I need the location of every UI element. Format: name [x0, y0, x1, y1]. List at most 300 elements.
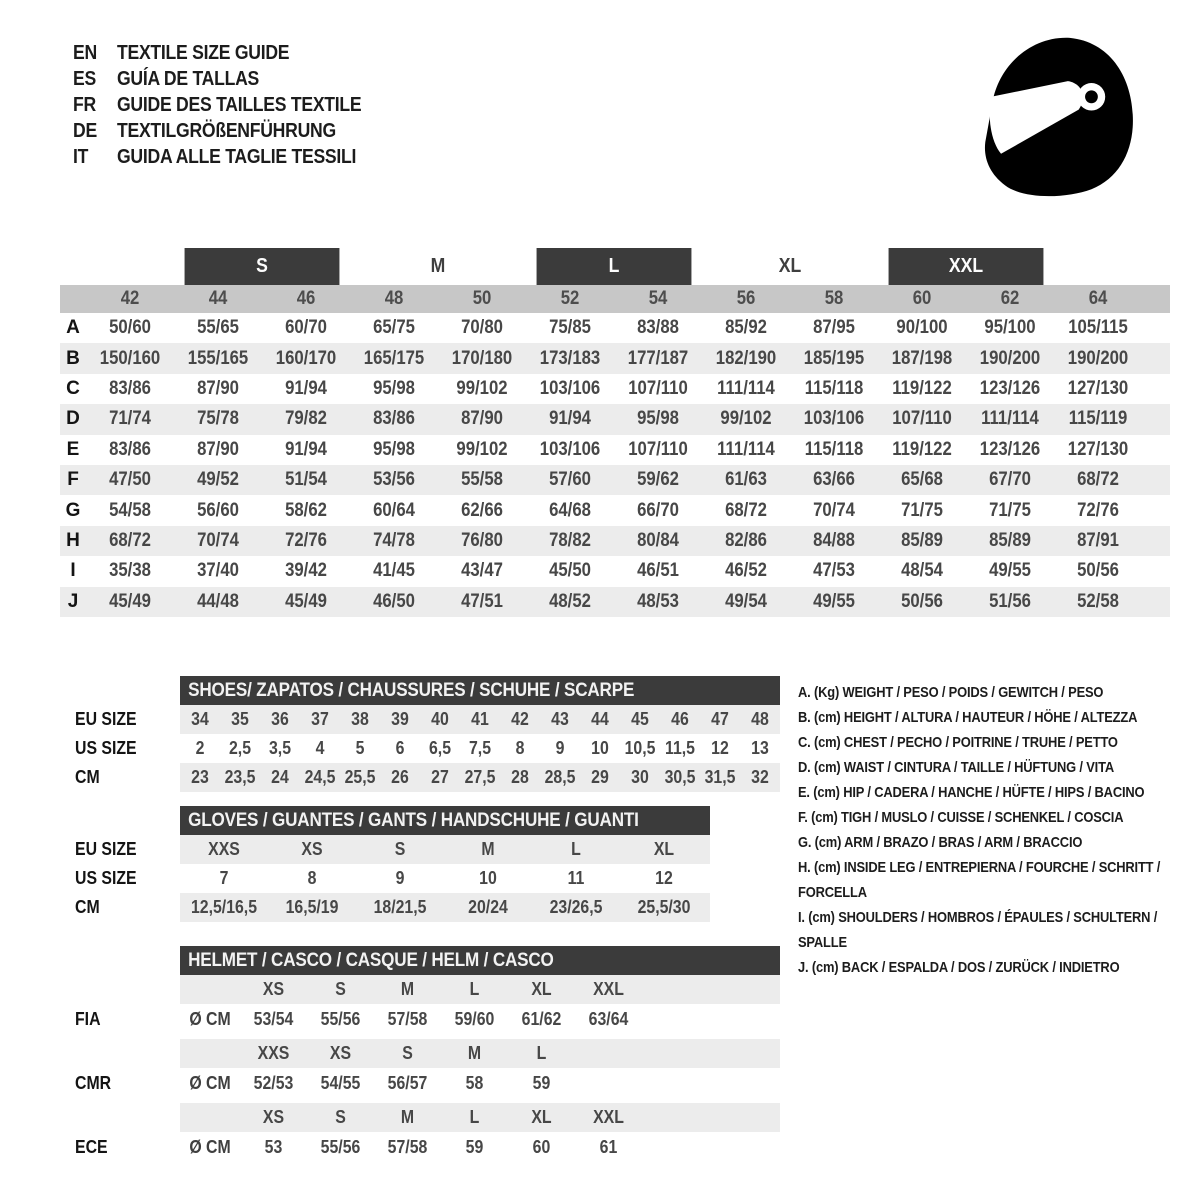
language-title — [117, 68, 278, 91]
gloves-size-cell: XL — [653, 839, 675, 859]
measurement-row-label: C — [66, 377, 80, 399]
measurement-cell: 170/180 — [451, 347, 513, 369]
gloves-row — [60, 835, 710, 864]
helmet-title-bar — [180, 946, 780, 975]
measurement-cell: 91/94 — [285, 377, 327, 399]
numeric-size: 42 — [120, 288, 140, 309]
measurement-cell: 46/51 — [637, 560, 679, 582]
helmet-measure-cell: 61 — [599, 1136, 618, 1157]
measurement-cell: 87/90 — [461, 408, 503, 430]
legend-item: E. (cm) HIP / CADERA / HANCHE / HÜFTE / HIPS / BACINO — [798, 784, 1145, 801]
measurement-cell: 115/118 — [804, 377, 864, 399]
language-line — [73, 40, 395, 66]
helmet-standard-label-text: FIA — [75, 1008, 101, 1029]
shoes-row — [60, 734, 780, 763]
gloves-size-cell: 20/24 — [468, 897, 508, 917]
helmet-standard-section — [60, 975, 780, 1034]
language-code — [73, 120, 117, 143]
measurement-cell: 87/90 — [197, 438, 239, 460]
shoes-size-cell: 23,5 — [224, 767, 256, 787]
measurement-cell: 83/86 — [373, 408, 415, 430]
helmet-measure-cell: 54/55 — [320, 1072, 361, 1093]
shoes-size-cell: 30,5 — [664, 767, 696, 787]
measurement-cell: 57/60 — [549, 469, 591, 491]
measurement-cell: 85/89 — [901, 529, 943, 551]
measurement-cell: 185/195 — [803, 347, 865, 369]
measurement-row-label: J — [67, 590, 79, 612]
gloves-size-cell: 11 — [567, 868, 585, 888]
measurement-cell: 155/165 — [187, 347, 249, 369]
shoes-size-cell: 25,5 — [344, 767, 376, 787]
measurement-cell: 37/40 — [197, 560, 239, 582]
measurement-cell: 103/106 — [803, 408, 865, 430]
helmet-size-cell: L — [469, 979, 480, 999]
legend-item: D. (cm) WAIST / CINTURA / TAILLE / HÜFTUNG / VITA — [798, 759, 1114, 776]
measurement-cell: 111/114 — [981, 408, 1039, 430]
measurement-cell: 87/95 — [813, 317, 855, 339]
gloves-row-label — [60, 835, 180, 864]
measurement-cell: 85/92 — [725, 317, 767, 339]
measurement-cell: 47/53 — [813, 560, 855, 582]
legend-item: G. (cm) ARM / BRAZO / BRAS / ARM / BRACCIO — [798, 834, 1083, 851]
shoes-row-label — [60, 763, 180, 792]
language-title-text: GUIDE DES TAILLES TEXTILE — [117, 93, 362, 116]
measurement-cell: 107/110 — [628, 438, 688, 460]
measurement-cell: 150/160 — [99, 347, 161, 369]
measurement-row — [60, 587, 1170, 617]
language-line — [73, 92, 395, 118]
measurement-cell: 53/56 — [373, 469, 415, 491]
helmet-measure-cell: 60 — [532, 1136, 551, 1157]
measurement-cell: 50/56 — [1077, 560, 1119, 582]
language-title — [117, 146, 389, 169]
measurement-row — [60, 343, 1170, 373]
language-code-text: EN — [73, 41, 97, 64]
measurement-cell: 123/126 — [979, 438, 1041, 460]
measurement-cell: 71/74 — [109, 408, 151, 430]
gloves-row-label-text: CM — [75, 897, 100, 917]
helmet-size-cell: L — [536, 1043, 547, 1063]
measurement-cell: 87/91 — [1077, 529, 1119, 551]
helmet-measure-cell: 57/58 — [387, 1008, 428, 1029]
gloves-size-cell: 23/26,5 — [549, 897, 603, 917]
measurement-row — [60, 435, 1170, 465]
measurement-row-label: F — [67, 469, 79, 491]
numeric-size: 44 — [208, 288, 228, 309]
numeric-size: 54 — [648, 288, 668, 309]
racing-helmet-icon — [970, 28, 1150, 200]
measurement-cell: 62/66 — [461, 499, 503, 521]
measurement-cell: 65/75 — [373, 317, 415, 339]
numeric-size-row — [60, 285, 1170, 313]
numeric-size: 62 — [1000, 288, 1020, 309]
gloves-size-cell: 12,5/16,5 — [190, 897, 258, 917]
gloves-rows — [60, 835, 710, 922]
measurement-cell: 47/50 — [109, 469, 151, 491]
helmet-measure-cell: 63/64 — [588, 1008, 629, 1029]
language-code-text: FR — [73, 93, 96, 116]
measurement-row — [60, 404, 1170, 434]
measurement-cell: 68/72 — [1077, 469, 1119, 491]
gloves-row-label — [60, 864, 180, 893]
gloves-size-cell: M — [481, 839, 495, 859]
helmet-standard-section — [60, 1103, 780, 1162]
measurement-cell: 87/90 — [197, 377, 239, 399]
helmet-size-cell: M — [400, 1107, 415, 1127]
helmet-size-cell: XXL — [593, 1107, 624, 1127]
measurement-cell: 160/170 — [275, 347, 337, 369]
gloves-row-label-text: US SIZE — [75, 868, 137, 888]
measurement-cell: 187/198 — [891, 347, 953, 369]
measurement-cell: 65/68 — [901, 469, 943, 491]
numeric-size: 56 — [736, 288, 756, 309]
shoes-size-cell: 47 — [711, 709, 729, 729]
measurement-cell: 85/89 — [989, 529, 1031, 551]
size-group-label: XL — [778, 255, 802, 277]
measurement-cell: 72/76 — [1077, 499, 1119, 521]
measurement-cell: 59/62 — [637, 469, 679, 491]
measurement-cell: 68/72 — [109, 529, 151, 551]
measurement-cell: 63/66 — [813, 469, 855, 491]
shoes-size-cell: 7,5 — [468, 738, 492, 758]
legend-item: J. (cm) BACK / ESPALDA / DOS / ZURÜCK / INDIETRO — [798, 959, 1120, 976]
language-title — [117, 94, 395, 117]
measurement-row-label: H — [66, 529, 80, 551]
legend-item: I. (cm) SHOULDERS / HOMBROS / ÉPAULES / SCHULTERN / SPALLE — [798, 909, 1158, 951]
measurement-cell: 46/50 — [373, 590, 415, 612]
measurement-cell: 49/54 — [725, 590, 767, 612]
shoes-row-label-text: EU SIZE — [75, 709, 137, 729]
gloves-row-label — [60, 893, 180, 922]
helmet-values-row — [60, 1132, 780, 1162]
shoes-size-cell: 5 — [355, 738, 365, 758]
measurement-cell: 115/119 — [1068, 408, 1128, 430]
shoes-title: SHOES/ ZAPATOS / CHAUSSURES / SCHUHE / SCARPE — [188, 679, 635, 701]
helmet-measure-cell: 55/56 — [320, 1008, 361, 1029]
language-line — [73, 66, 395, 92]
helmet-standard-label-text: CMR — [75, 1072, 112, 1093]
shoes-size-cell: 13 — [751, 738, 769, 758]
measurement-cell: 46/52 — [725, 560, 767, 582]
helmet-unit-label: Ø CM — [189, 1008, 231, 1029]
measurement-cell: 45/49 — [285, 590, 327, 612]
helmet-size-cell: L — [469, 1107, 480, 1127]
helmet-measure-cell: 57/58 — [387, 1136, 428, 1157]
language-code-text: DE — [73, 119, 97, 142]
measurement-cell: 123/126 — [979, 377, 1041, 399]
helmet-standard-label — [60, 1132, 180, 1162]
legend-item: A. (Kg) WEIGHT / PESO / POIDS / GEWITCH / PESO — [798, 684, 1104, 701]
measurement-cell: 83/86 — [109, 438, 151, 460]
language-line — [73, 118, 395, 144]
gloves-row — [60, 893, 710, 922]
measurement-rows — [60, 313, 1170, 617]
measurement-cell: 119/122 — [892, 438, 952, 460]
measurement-cell: 79/82 — [285, 408, 327, 430]
measurement-cell: 45/49 — [109, 590, 151, 612]
measurement-cell: 83/88 — [637, 317, 679, 339]
helmet-measure-cell: 55/56 — [320, 1136, 361, 1157]
gloves-size-cell: 9 — [395, 868, 405, 888]
measurement-cell: 84/88 — [813, 529, 855, 551]
shoes-size-cell: 43 — [551, 709, 569, 729]
measurement-cell: 99/102 — [720, 408, 772, 430]
measurement-cell: 95/98 — [373, 438, 415, 460]
gloves-size-cell: 25,5/30 — [637, 897, 691, 917]
measurement-cell: 51/56 — [989, 590, 1031, 612]
measurement-cell: 75/78 — [197, 408, 239, 430]
language-title-text: GUÍA DE TALLAS — [117, 67, 259, 90]
measurement-row — [60, 526, 1170, 556]
shoes-size-cell: 31,5 — [704, 767, 736, 787]
measurement-cell: 64/68 — [549, 499, 591, 521]
helmet-size-cell: XS — [262, 979, 285, 999]
measurement-cell: 56/60 — [197, 499, 239, 521]
shoes-size-cell: 42 — [511, 709, 529, 729]
measurement-cell: 70/74 — [813, 499, 855, 521]
language-title-text: GUIDA ALLE TAGLIE TESSILI — [117, 145, 357, 168]
measurement-row-label: E — [66, 438, 80, 460]
measurement-cell: 66/70 — [637, 499, 679, 521]
gloves-size-cell: L — [571, 839, 581, 859]
shoes-size-cell: 6,5 — [428, 738, 452, 758]
helmet-size-cell: M — [467, 1043, 482, 1063]
helmet-size-cell: XS — [262, 1107, 285, 1127]
numeric-size: 52 — [560, 288, 580, 309]
shoes-size-cell: 6 — [395, 738, 405, 758]
measurement-cell: 55/58 — [461, 469, 503, 491]
shoes-row-label-text: CM — [75, 767, 100, 787]
measurement-cell: 48/52 — [549, 590, 591, 612]
shoes-row — [60, 705, 780, 734]
gloves-title: GLOVES / GUANTES / GANTS / HANDSCHUHE / GUANTI — [188, 809, 639, 831]
legend-item: B. (cm) HEIGHT / ALTURA / HAUTEUR / HÖHE / ALTEZZA — [798, 709, 1138, 726]
measurement-cell: 173/183 — [539, 347, 601, 369]
gloves-row — [60, 864, 710, 893]
measurement-cell: 95/98 — [637, 408, 679, 430]
language-code-text: IT — [73, 145, 89, 168]
gloves-size-cell: 18/21,5 — [373, 897, 427, 917]
size-group-label: L — [537, 248, 692, 285]
numeric-size: 48 — [384, 288, 404, 309]
language-title-text: TEXTILGRÖßENFÜHRUNG — [117, 119, 336, 142]
language-title-list — [73, 40, 395, 170]
measurement-cell: 52/58 — [1077, 590, 1119, 612]
measurement-cell: 90/100 — [896, 317, 948, 339]
shoes-rows — [60, 705, 780, 792]
shoes-size-cell: 29 — [591, 767, 609, 787]
measurement-cell: 41/45 — [373, 560, 415, 582]
gloves-size-cell: 16,5/19 — [285, 897, 339, 917]
language-line — [73, 144, 395, 170]
shoes-size-cell: 48 — [751, 709, 769, 729]
shoes-size-cell: 10,5 — [624, 738, 656, 758]
measurement-cell: 43/47 — [461, 560, 503, 582]
measurement-row-label: I — [70, 560, 76, 582]
measurement-cell: 105/115 — [1068, 317, 1128, 339]
helmet-size-cell: M — [400, 979, 415, 999]
size-group-row — [60, 248, 1170, 285]
measurement-cell: 74/78 — [373, 529, 415, 551]
helmet-size-cell: XL — [531, 979, 552, 999]
measurement-cell: 67/70 — [989, 469, 1031, 491]
measurement-cell: 49/52 — [197, 469, 239, 491]
gloves-size-cell: XXS — [208, 839, 240, 859]
measurement-cell: 127/130 — [1067, 438, 1129, 460]
size-group-label: XXL — [889, 248, 1044, 285]
size-group-label: S — [185, 248, 340, 285]
measurement-cell: 99/102 — [456, 438, 508, 460]
measurement-cell: 75/85 — [549, 317, 591, 339]
measurement-cell: 49/55 — [989, 560, 1031, 582]
shoes-size-cell: 46 — [671, 709, 689, 729]
measurement-row — [60, 374, 1170, 404]
measurement-row-label: G — [65, 499, 81, 521]
measurement-cell: 35/38 — [109, 560, 151, 582]
shoes-size-cell: 9 — [555, 738, 565, 758]
measurement-cell: 54/58 — [109, 499, 151, 521]
measurement-row-label: D — [66, 408, 80, 430]
helmet-measure-cell: 56/57 — [387, 1072, 428, 1093]
gloves-size-cell: XS — [301, 839, 323, 859]
shoes-row-label-text: US SIZE — [75, 738, 137, 758]
helmet-size-cell: S — [335, 979, 346, 999]
measurement-cell: 71/75 — [901, 499, 943, 521]
measurement-legend — [798, 680, 1200, 980]
helmet-title: HELMET / CASCO / CASQUE / HELM / CASCO — [188, 949, 554, 971]
language-code-text: ES — [73, 67, 96, 90]
measurement-row-label: B — [66, 347, 80, 369]
gloves-title-bar — [180, 806, 710, 835]
gloves-size-cell: 7 — [219, 868, 229, 888]
numeric-size: 60 — [912, 288, 932, 309]
shoes-size-cell: 8 — [515, 738, 525, 758]
helmet-measure-cell: 52/53 — [253, 1072, 294, 1093]
shoes-row-label — [60, 734, 180, 763]
measurement-cell: 83/86 — [109, 377, 151, 399]
shoes-size-cell: 26 — [391, 767, 409, 787]
measurement-cell: 60/70 — [285, 317, 327, 339]
language-code — [73, 146, 117, 169]
numeric-size: 50 — [472, 288, 492, 309]
measurement-cell: 61/63 — [725, 469, 767, 491]
measurement-cell: 39/42 — [285, 560, 327, 582]
language-title-text: TEXTILE SIZE GUIDE — [117, 41, 290, 64]
shoes-table — [60, 676, 780, 792]
measurement-cell: 68/72 — [725, 499, 767, 521]
shoes-size-cell: 27,5 — [464, 767, 496, 787]
shoes-size-cell: 41 — [471, 709, 489, 729]
measurement-row — [60, 556, 1170, 586]
numeric-size: 46 — [296, 288, 316, 309]
measurement-row — [60, 495, 1170, 525]
helmet-size-cell: XS — [329, 1043, 352, 1063]
helmet-standard-label — [60, 1068, 180, 1098]
gloves-table — [60, 806, 710, 922]
measurement-cell: 48/54 — [901, 560, 943, 582]
helmet-measure-cell: 58 — [465, 1072, 484, 1093]
helmet-size-cell: XXS — [257, 1043, 290, 1063]
measurement-cell: 58/62 — [285, 499, 327, 521]
measurement-cell: 47/51 — [461, 590, 503, 612]
measurement-cell: 165/175 — [363, 347, 425, 369]
textile-size-table — [60, 248, 1170, 617]
measurement-cell: 72/76 — [285, 529, 327, 551]
measurement-cell: 115/118 — [804, 438, 864, 460]
helmet-measure-cell: 59 — [532, 1072, 551, 1093]
measurement-cell: 55/65 — [197, 317, 239, 339]
measurement-cell: 95/100 — [984, 317, 1036, 339]
measurement-cell: 50/56 — [901, 590, 943, 612]
helmet-unit-label: Ø CM — [189, 1072, 231, 1093]
measurement-cell: 45/50 — [549, 560, 591, 582]
measurement-cell: 50/60 — [109, 317, 151, 339]
shoes-size-cell: 35 — [231, 709, 249, 729]
helmet-size-cell: S — [335, 1107, 346, 1127]
shoes-size-cell: 24,5 — [304, 767, 336, 787]
measurement-row — [60, 465, 1170, 495]
shoes-size-cell: 3,5 — [268, 738, 292, 758]
shoes-size-cell: 28,5 — [544, 767, 576, 787]
measurement-cell: 103/106 — [539, 377, 601, 399]
measurement-cell: 76/80 — [461, 529, 503, 551]
shoes-size-cell: 2,5 — [228, 738, 252, 758]
language-title — [117, 120, 366, 143]
gloves-size-cell: 10 — [479, 868, 497, 888]
shoes-size-cell: 30 — [631, 767, 649, 787]
helmet-values-row — [60, 1068, 780, 1098]
language-code — [73, 68, 117, 91]
language-code — [73, 94, 117, 117]
shoes-size-cell: 10 — [591, 738, 609, 758]
measurement-cell: 95/98 — [373, 377, 415, 399]
legend-item: H. (cm) INSIDE LEG / ENTREPIERNA / FOURCHE / SCHRITT / FORCELLA — [798, 859, 1161, 901]
helmet-size-cell: S — [402, 1043, 413, 1063]
measurement-cell: 107/110 — [628, 377, 688, 399]
gloves-size-cell: 12 — [655, 868, 673, 888]
shoes-size-cell: 11,5 — [665, 738, 695, 758]
helmet-sections — [60, 975, 780, 1162]
measurement-cell: 49/55 — [813, 590, 855, 612]
measurement-cell: 119/122 — [892, 377, 952, 399]
language-code — [73, 42, 117, 65]
measurement-cell: 91/94 — [549, 408, 591, 430]
measurement-cell: 127/130 — [1067, 377, 1129, 399]
helmet-standard-label-text: ECE — [75, 1136, 108, 1157]
measurement-cell: 111/114 — [717, 377, 775, 399]
helmet-size-cell: XXL — [593, 979, 624, 999]
shoes-size-cell: 37 — [311, 709, 329, 729]
helmet-standard-label — [60, 1004, 180, 1034]
numeric-size: 64 — [1088, 288, 1108, 309]
helmet-values-row — [60, 1004, 780, 1034]
measurement-cell: 111/114 — [717, 438, 775, 460]
shoes-size-cell: 27 — [431, 767, 449, 787]
helmet-standard-section — [60, 1039, 780, 1098]
shoes-row-label — [60, 705, 180, 734]
shoes-size-cell: 2 — [195, 738, 205, 758]
measurement-cell: 51/54 — [285, 469, 327, 491]
shoes-size-cell: 40 — [431, 709, 449, 729]
measurement-cell: 107/110 — [892, 408, 952, 430]
shoes-size-cell: 44 — [591, 709, 609, 729]
measurement-cell: 44/48 — [197, 590, 239, 612]
helmet-measure-cell: 59 — [465, 1136, 484, 1157]
helmet-measure-cell: 61/62 — [521, 1008, 562, 1029]
helmet-measure-cell: 53/54 — [253, 1008, 294, 1029]
shoes-size-cell: 39 — [391, 709, 409, 729]
legend-item: C. (cm) CHEST / PECHO / POITRINE / TRUHE / PETTO — [798, 734, 1118, 751]
